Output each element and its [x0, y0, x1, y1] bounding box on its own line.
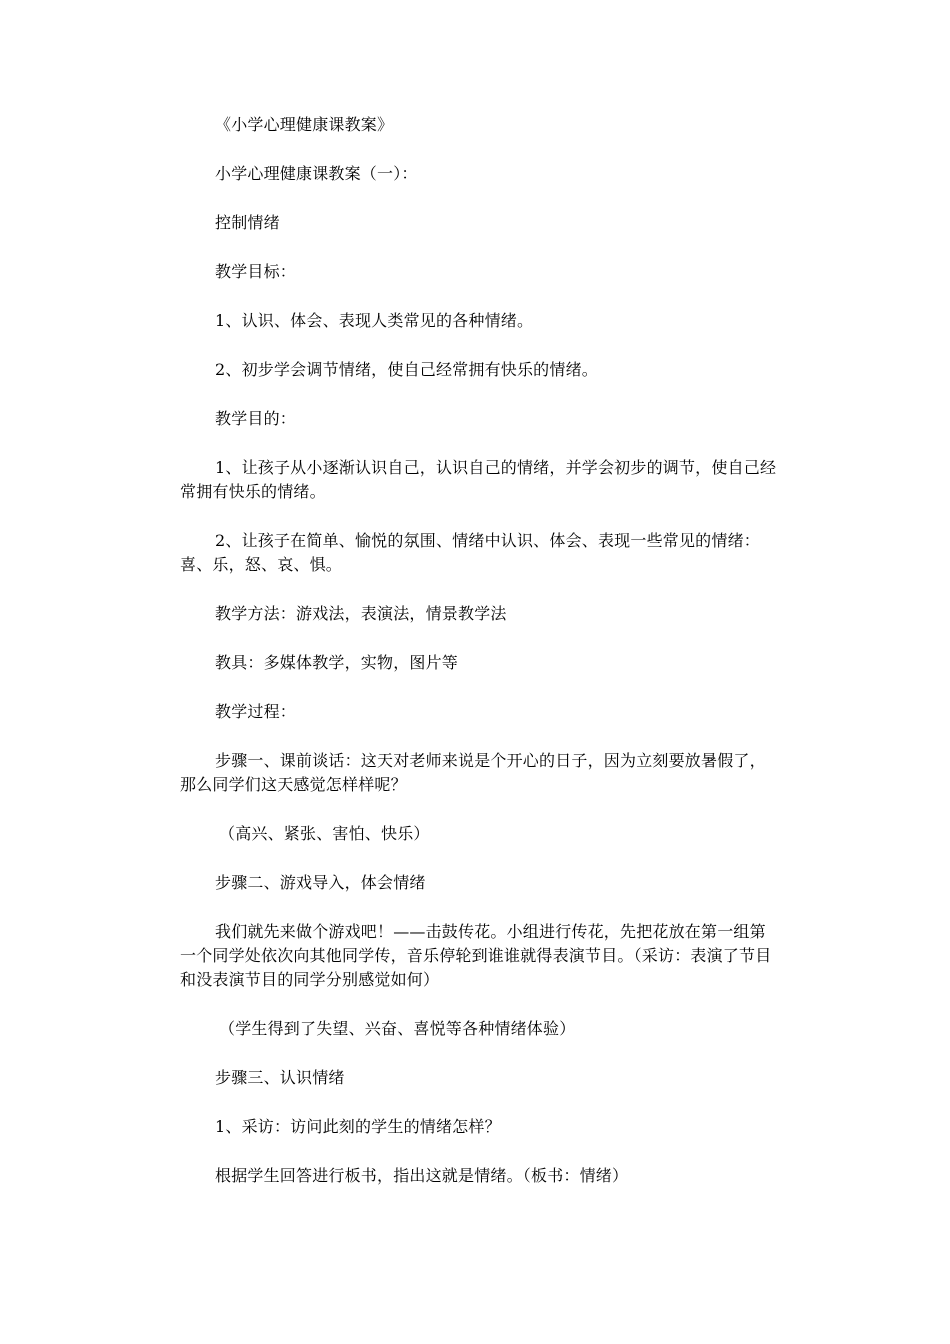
purpose-item-1: 1、让孩子从小逐渐认识自己，认识自己的情绪，并学会初步的调节，使自己经常拥有快乐的情绪。: [180, 458, 777, 501]
teaching-methods: 教学方法：游戏法，表演法，情景教学法: [215, 604, 507, 623]
step-3-heading: 步骤三、认识情绪: [215, 1068, 345, 1087]
goal-item-2: 2、初步学会调节情绪，使自己经常拥有快乐的情绪。: [215, 360, 598, 379]
goal-item-1: 1、认识、体会、表现人类常见的各种情绪。: [215, 311, 534, 330]
section-heading-process: 教学过程：: [215, 702, 297, 721]
section-heading-purpose: 教学目的：: [215, 409, 297, 428]
step-1: 步骤一、课前谈话：这天对老师来说是个开心的日子，因为立刻要放暑假了，那么同学们这天感觉怎样样呢？: [180, 751, 766, 794]
teaching-aids: 教具：多媒体教学，实物，图片等: [215, 653, 459, 672]
purpose-item-2: 2、让孩子在简单、愉悦的氛围、情绪中认识、体会、表现一些常见的情绪：喜、乐，怒、哀、惧。: [180, 531, 760, 574]
step-1-responses: （高兴、紧张、害怕、快乐）: [219, 824, 430, 843]
document-body: [180, 113, 780, 1213]
document-title: 《小学心理健康课教案》: [215, 115, 394, 134]
step-2-body: 我们就先来做个游戏吧！——击鼓传花。小组进行传花，先把花放在第一组第一个同学处依次向其他同学传，音乐停轮到谁谁就得表演节目。（采访：表演了节目和没表演节目的同学分别感觉如何）: [180, 922, 772, 989]
step-3-board-note: 根据学生回答进行板书，指出这就是情绪。（板书：情绪）: [215, 1166, 629, 1185]
step-2-heading: 步骤二、游戏导入，体会情绪: [215, 873, 426, 892]
step-3-item-1: 1、采访：访问此刻的学生的情绪怎样？: [215, 1117, 501, 1136]
lesson-topic: 控制情绪: [215, 213, 280, 232]
step-2-note: （学生得到了失望、兴奋、喜悦等各种情绪体验）: [219, 1019, 576, 1038]
lesson-plan-heading: 小学心理健康课教案（一）：: [215, 164, 418, 183]
section-heading-goals: 教学目标：: [215, 262, 297, 281]
